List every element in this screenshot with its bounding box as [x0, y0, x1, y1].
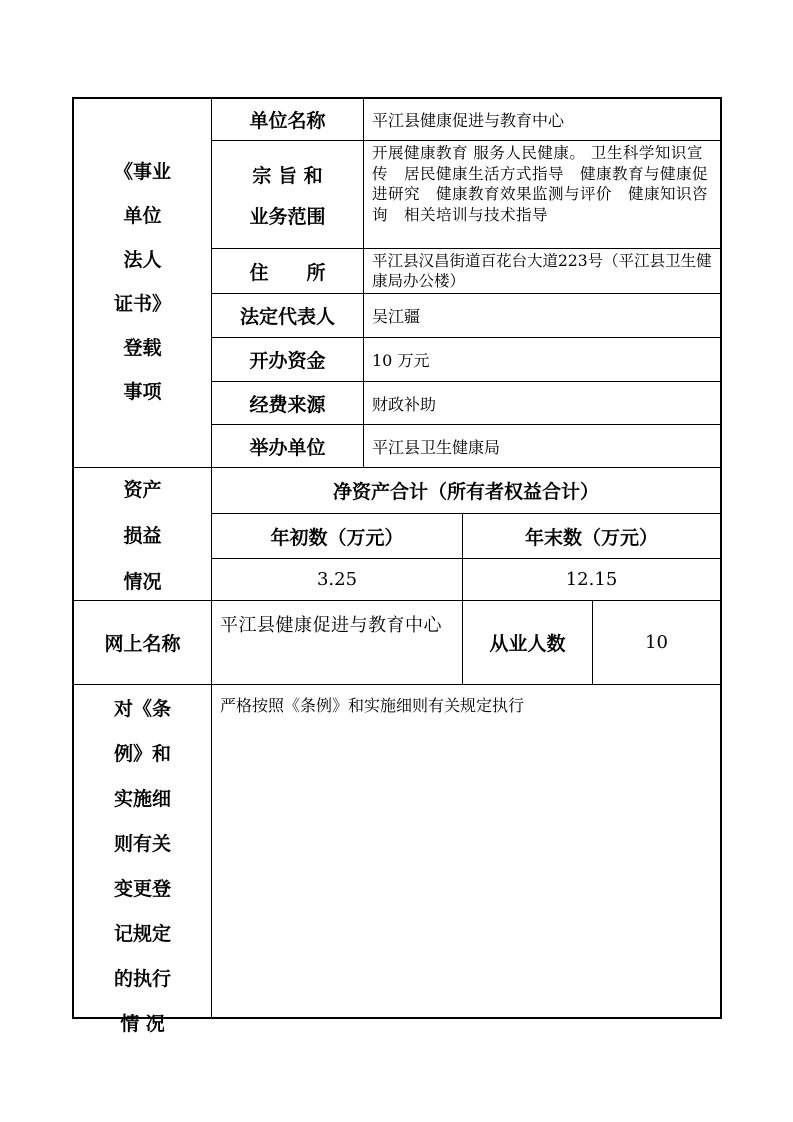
start-of-year-header: 年初数（万元） [270, 526, 404, 549]
start-of-year-value: 3.25 [316, 569, 358, 590]
funding-source-value: 财政补助 [372, 394, 437, 414]
purpose-scope-value: 开展健康教育 服务人民健康。 卫生科学知识宣传 居民健康生活方式指导 健康教育与健康促进研究 健康教育效果监测与评价 健康知识咨询 相关培训与技术指导 [372, 144, 709, 224]
capital-label: 开办资金 [249, 350, 326, 372]
compliance-label: 对《条 例》和 实施细 则有关 变更登 记规定 的执行 情 况 [113, 698, 171, 1035]
sponsor-label: 举办单位 [249, 436, 326, 459]
sponsor-value: 平江县卫生健康局 [372, 437, 501, 457]
compliance-value: 严格按照《条例》和实施细则有关规定执行 [220, 696, 525, 715]
staff-count-label: 从业人数 [489, 633, 566, 655]
end-of-year-header: 年末数（万元） [524, 526, 658, 549]
address-label: 住 所 [249, 261, 326, 284]
online-name-value: 平江县健康促进与教育中心 [220, 615, 442, 636]
end-of-year-value: 12.15 [565, 569, 618, 590]
purpose-scope-label: 宗 旨 和 业务范围 [249, 164, 326, 228]
registration-items-label: 《事业 单位 法人 证书》 登载 事项 [113, 161, 171, 403]
legal-rep-label: 法定代表人 [239, 306, 335, 328]
funding-source-label: 经费来源 [249, 393, 326, 416]
unit-name-label: 单位名称 [249, 110, 326, 132]
staff-count-value: 10 [645, 632, 668, 653]
assets-section-label: 资产 损益 情况 [123, 478, 162, 593]
net-assets-header: 净资产合计（所有者权益合计） [332, 481, 599, 503]
unit-name-value: 平江县健康促进与教育中心 [372, 111, 565, 130]
registration-form [72, 97, 722, 1035]
capital-value: 10 万元 [372, 351, 430, 370]
online-name-label: 网上名称 [104, 633, 181, 655]
legal-rep-value: 吴江疆 [372, 307, 421, 326]
address-value: 平江县汉昌街道百花台大道223号（平江县卫生健康局办公楼） [372, 252, 712, 290]
